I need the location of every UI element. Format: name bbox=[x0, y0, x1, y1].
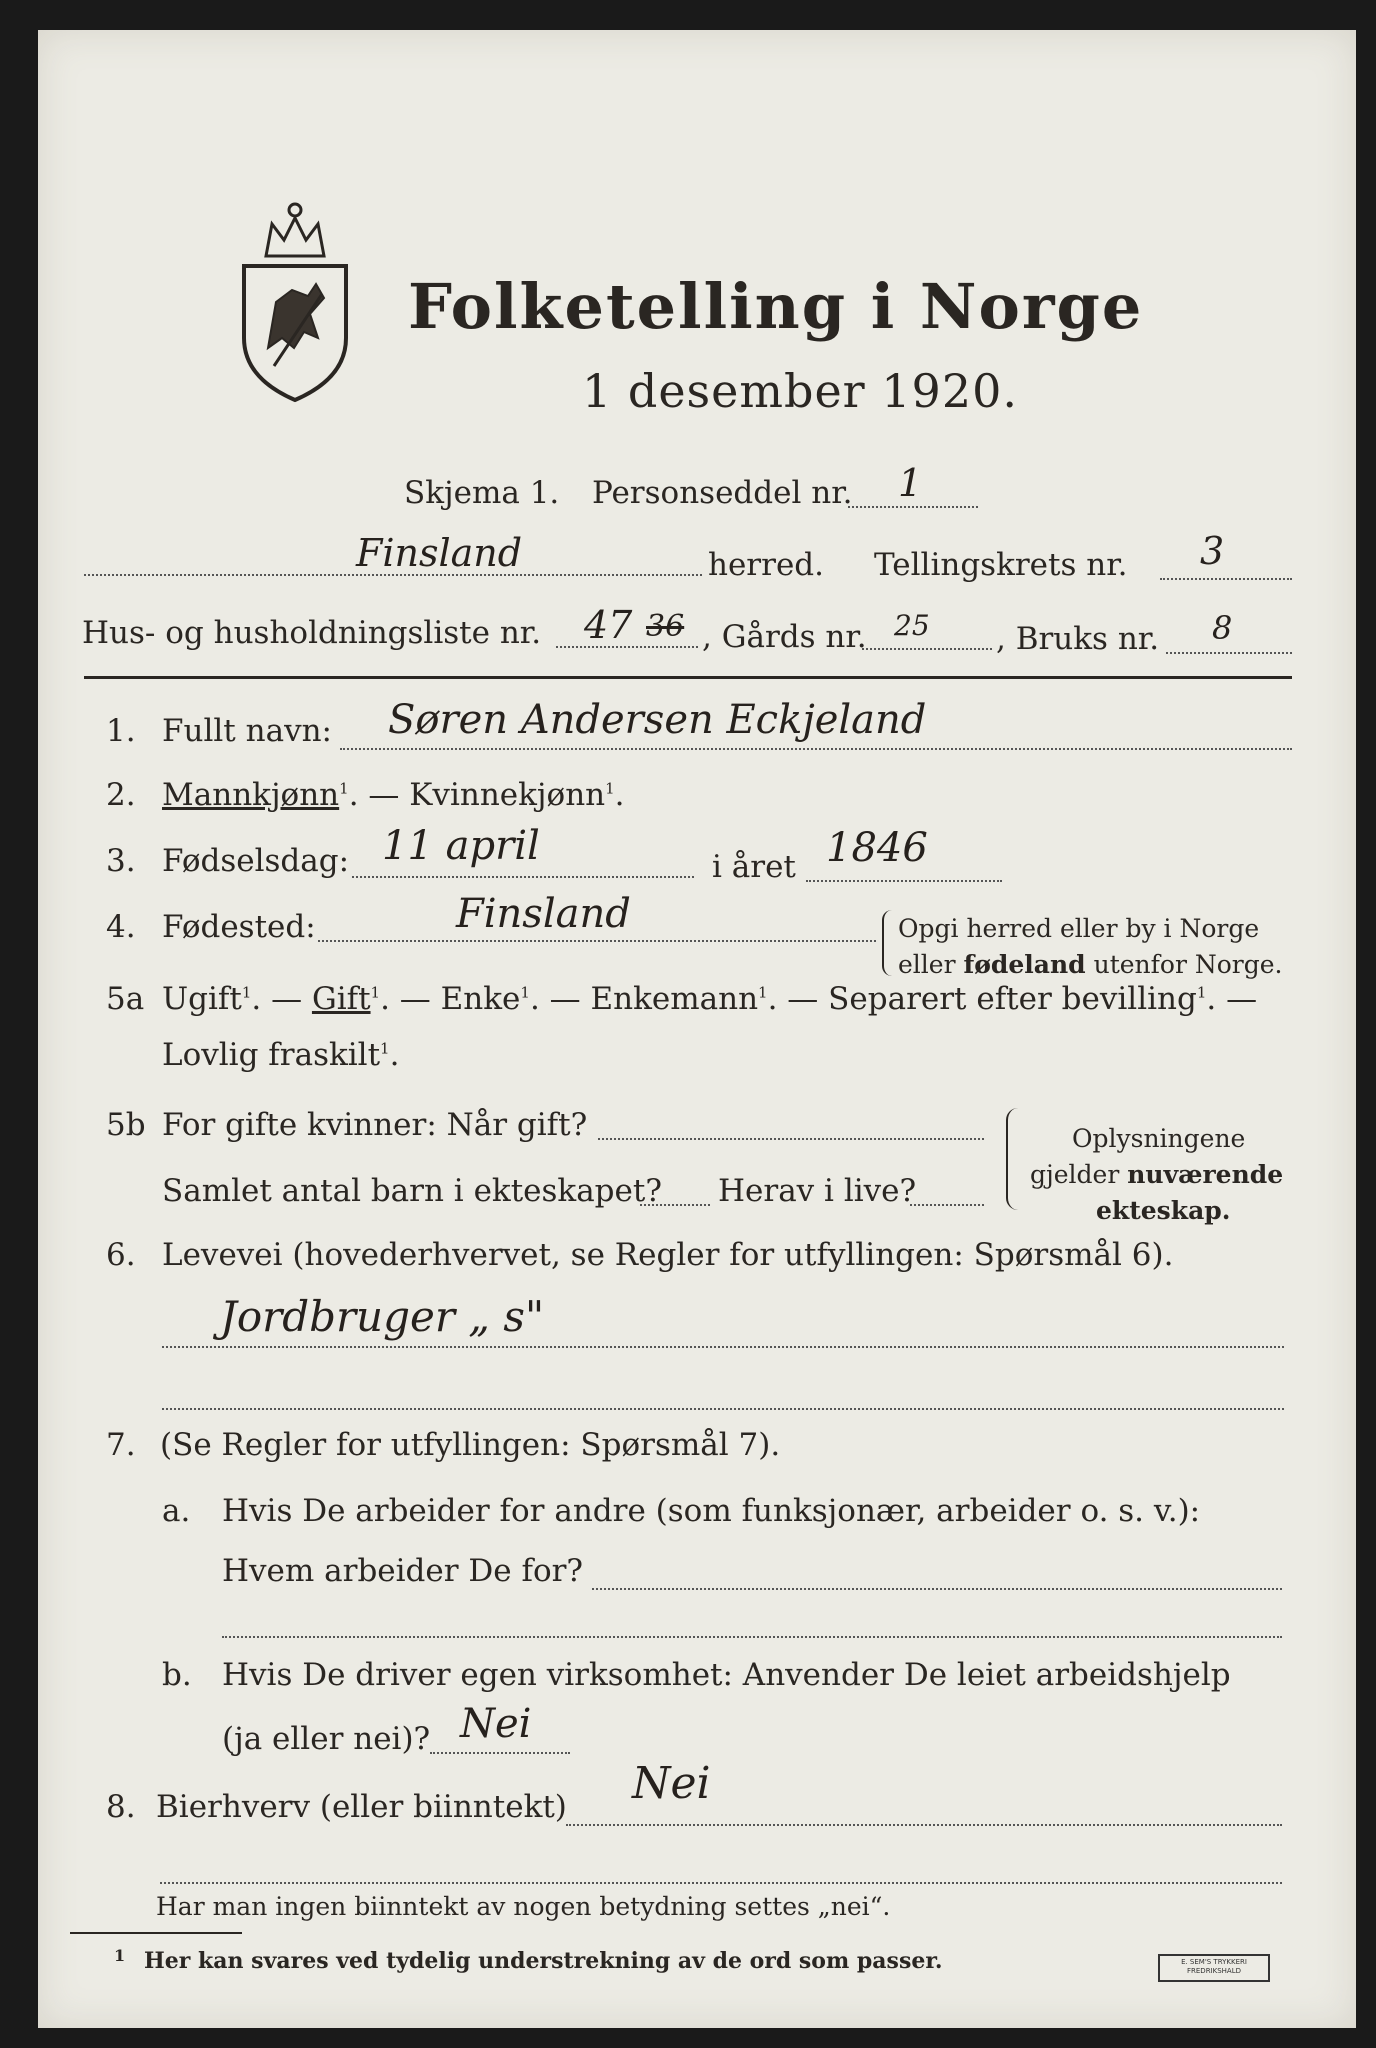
q4-number: 4. bbox=[106, 909, 136, 945]
bruks-line bbox=[1166, 652, 1292, 654]
q8-line2 bbox=[160, 1882, 1282, 1884]
option-mannkjonn[interactable]: Mannkjønn bbox=[162, 777, 340, 813]
option-separert[interactable]: Separert efter bevilling bbox=[828, 981, 1197, 1017]
option-lovlig-fraskilt[interactable]: Lovlig fraskilt bbox=[162, 1037, 381, 1073]
q4-note-bracket bbox=[882, 910, 896, 976]
q5b-note-line1: Oplysningene bbox=[1072, 1124, 1246, 1153]
q2-number: 2. bbox=[106, 777, 136, 813]
footnote-text: Her kan svares ved tydelig understrekning av de ord som passer. bbox=[144, 1948, 943, 1974]
option-enke[interactable]: Enke bbox=[440, 981, 521, 1017]
gards-label: , Gårds nr. bbox=[702, 619, 867, 655]
q8-number: 8. bbox=[106, 1789, 136, 1825]
q4-value: Finsland bbox=[456, 891, 631, 937]
q5b-label3: Herav i live? bbox=[718, 1173, 917, 1209]
bruks-value: 8 bbox=[1212, 609, 1233, 647]
q7-number: 7. bbox=[106, 1427, 136, 1463]
census-date: 1 desember 1920. bbox=[582, 364, 1018, 418]
q7a-line1 bbox=[592, 1588, 1282, 1590]
form-title: Folketelling i Norge bbox=[408, 270, 1144, 343]
q7-label: (Se Regler for utfyllingen: Spørsmål 7). bbox=[160, 1427, 781, 1463]
q7b-value: Nei bbox=[460, 1701, 532, 1747]
q4-label: Fødested: bbox=[162, 909, 316, 945]
footnote-number: 1 bbox=[114, 1946, 126, 1965]
option-enkemann[interactable]: Enkemann bbox=[590, 981, 759, 1017]
q7a-number: a. bbox=[162, 1493, 191, 1529]
q3-year-line bbox=[806, 880, 1002, 882]
norwegian-coat-of-arms bbox=[236, 198, 354, 404]
q3-number: 3. bbox=[106, 843, 136, 879]
q6-line1 bbox=[162, 1346, 1284, 1348]
q2-sep: . — bbox=[348, 777, 410, 813]
q5b-note-line3: ekteskap. bbox=[1096, 1196, 1231, 1225]
q4-line bbox=[318, 940, 876, 942]
q7b-number: b. bbox=[162, 1657, 192, 1693]
q3-day-value: 11 april bbox=[382, 823, 540, 869]
q2-options: Mannkjønn$^1$. — Kvinnekjønn$^1$. bbox=[162, 777, 625, 813]
q3-year-label: i året bbox=[712, 849, 796, 885]
personseddel-label: Personseddel nr. bbox=[592, 475, 853, 511]
printer-stamp: E. SEM'S TRYKKERI FREDRIKSHALD bbox=[1158, 1954, 1270, 1982]
personseddel-line bbox=[848, 506, 978, 508]
skjema-label: Skjema 1. bbox=[404, 475, 560, 511]
tellingskrets-label: Tellingskrets nr. bbox=[874, 547, 1128, 583]
q6-line2 bbox=[162, 1408, 1284, 1410]
q8-line1 bbox=[566, 1824, 1282, 1826]
biinntekt-note: Har man ingen biinntekt av nogen betydning settes „nei“. bbox=[156, 1892, 891, 1921]
option-kvinnekjonn[interactable]: Kvinnekjønn bbox=[409, 777, 606, 813]
q5b-number: 5b bbox=[106, 1107, 146, 1143]
option-gift[interactable]: Gift bbox=[311, 981, 371, 1017]
q7a-label1: Hvis De arbeider for andre (som funksjonær, arbeider o. s. v.): bbox=[222, 1493, 1201, 1529]
q7b-label2: (ja eller nei)? bbox=[222, 1721, 431, 1757]
q7b-label1: Hvis De driver egen virksomhet: Anvender De leiet arbeidshjelp bbox=[222, 1657, 1231, 1693]
gards-value: 25 bbox=[894, 609, 930, 642]
gards-line bbox=[862, 648, 992, 650]
q1-line bbox=[340, 748, 1292, 750]
q1-number: 1. bbox=[106, 713, 136, 749]
tellingskrets-value: 3 bbox=[1200, 529, 1225, 573]
q3-year-value: 1846 bbox=[826, 825, 928, 871]
q5b-line2 bbox=[640, 1204, 710, 1206]
footnote-divider bbox=[70, 1932, 242, 1934]
q3-day-line bbox=[352, 876, 694, 878]
q6-number: 6. bbox=[106, 1237, 136, 1273]
q5b-note-line2: gjelder nuværende bbox=[1030, 1160, 1284, 1189]
personseddel-value: 1 bbox=[898, 461, 923, 505]
q5b-line3 bbox=[910, 1204, 984, 1206]
herred-value: Finsland bbox=[356, 531, 523, 575]
bruks-label: , Bruks nr. bbox=[996, 621, 1160, 657]
q3-label: Fødselsdag: bbox=[162, 843, 350, 879]
q5b-note-bracket bbox=[1006, 1108, 1022, 1210]
q5b-label2: Samlet antal barn i ekteskapet? bbox=[162, 1173, 662, 1209]
q5a-number: 5a bbox=[106, 981, 145, 1017]
q5a-options: Ugift$^1$. — Gift$^1$. — Enke$^1$. — Enkemann$^1$. — Separert efter bevilling$^1$. — bbox=[162, 981, 1258, 1017]
q6-value: Jordbruger „ s" bbox=[220, 1292, 545, 1341]
hus-value-struck: 36 bbox=[646, 609, 685, 644]
hus-value: 47 bbox=[584, 603, 633, 647]
header-divider bbox=[84, 676, 1292, 679]
q6-label: Levevei (hovederhvervet, se Regler for utfyllingen: Spørsmål 6). bbox=[162, 1237, 1174, 1273]
q8-label: Bierhverv (eller biinntekt) bbox=[156, 1789, 567, 1825]
q5a-options-line2: Lovlig fraskilt$^1$. bbox=[162, 1037, 400, 1073]
q5b-line1 bbox=[598, 1138, 984, 1140]
q4-note-line1: Opgi herred eller by i Norge bbox=[898, 914, 1260, 943]
q4-note-line2: eller fødeland utenfor Norge. bbox=[898, 950, 1283, 979]
q5b-label1: For gifte kvinner: Når gift? bbox=[162, 1107, 588, 1143]
tellingskrets-line bbox=[1160, 578, 1292, 580]
q1-label: Fullt navn: bbox=[162, 713, 332, 749]
herred-label: herred. bbox=[708, 547, 824, 583]
q7a-line2 bbox=[222, 1636, 1282, 1638]
hus-label: Hus- og husholdningsliste nr. bbox=[82, 615, 542, 651]
q8-value: Nei bbox=[632, 1758, 711, 1809]
q7b-line bbox=[430, 1752, 570, 1754]
q7a-label2: Hvem arbeider De for? bbox=[222, 1553, 584, 1589]
q1-value: Søren Andersen Eckjeland bbox=[388, 697, 927, 743]
option-ugift[interactable]: Ugift bbox=[162, 981, 242, 1017]
